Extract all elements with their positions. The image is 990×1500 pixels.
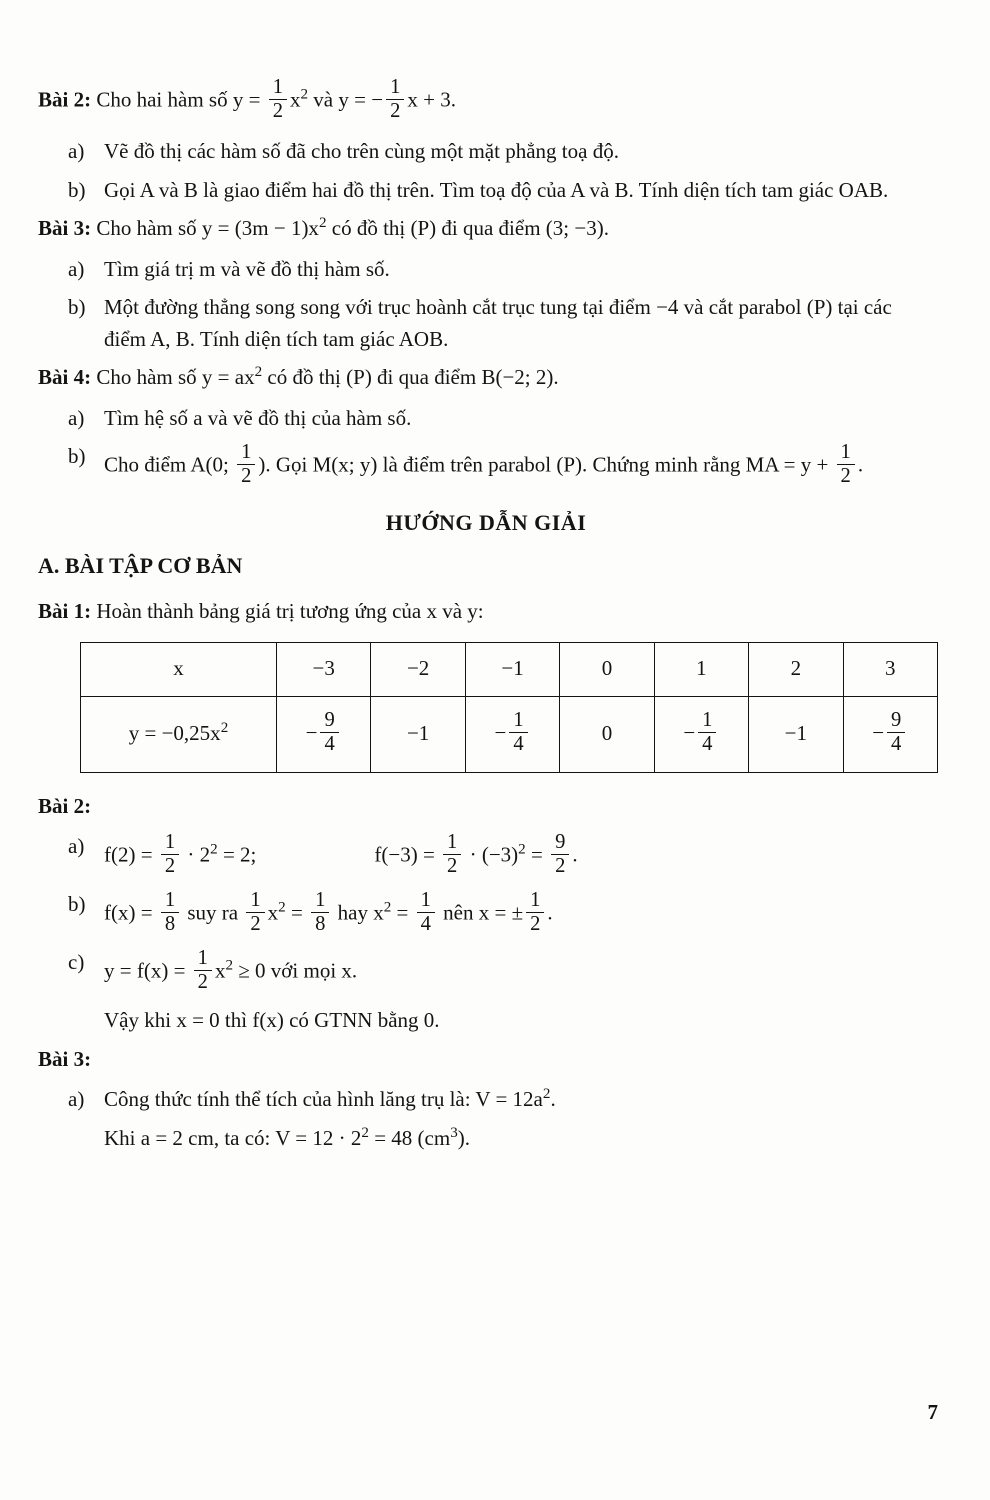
item-text: f(x) = $\frac{1}{8}$ suy ra $\frac{1}{2}$ $x^2$ = $\frac{1}{8}$ hay $x^2$ = $\frac{1}{4}$ nên x = ± $\frac{1}{2}$ . xyxy=(104,889,553,936)
problem-bai3-item-a xyxy=(68,254,934,286)
item-marker: b) xyxy=(68,444,86,469)
table-cell: −1 xyxy=(371,696,465,772)
fraction: $\frac{1}{2}$ xyxy=(386,76,404,123)
item-marker: a) xyxy=(68,834,85,859)
item-text: Cho điểm A(0; $\frac{1}{2}$ ). Gọi M(x; y) là điểm trên parabol (P). Chứng minh rằng MA = y + $\frac{1}{2}$ . xyxy=(104,441,864,488)
table-cell: 0 xyxy=(560,696,654,772)
fraction: $\frac{1}{2}$ xyxy=(237,441,255,488)
solution-bai3-line2: Khi a = 2 cm, ta có: $V = 12 \cdot 2^2 = 48$ $(cm^3)$. xyxy=(104,1124,470,1150)
fraction: $\frac{1}{4}$ xyxy=(509,709,527,756)
table-cell: −1 xyxy=(465,642,559,696)
value-table-body xyxy=(81,642,938,772)
item-marker: b) xyxy=(68,892,86,917)
item-text: f(2) = $\frac{1}{2}$ · $2^2 = 2$; f(−3) = $\frac{1}{2}$ · $(-3)^2$ = $\frac{9}{2}$ . xyxy=(104,831,578,878)
solution-bai2-item-c xyxy=(68,947,934,998)
fraction: $\frac{1}{2}$ xyxy=(443,831,461,878)
item-marker: a) xyxy=(68,256,85,281)
fraction: $\frac{1}{8}$ xyxy=(161,889,179,936)
fraction: $\frac{1}{2}$ xyxy=(269,76,287,123)
fraction: $\frac{1}{2}$ xyxy=(161,831,179,878)
table-row xyxy=(81,696,938,772)
table-cell: − $\frac{9}{4}$ xyxy=(277,696,371,772)
item-text: Một đường thẳng song song với trục hoành cắt trục tung tại điểm −4 và cắt parabol (P) tại các điểm A, B. Tính diện tích tam giác AOB. xyxy=(104,295,892,351)
fraction: $\frac{1}{4}$ xyxy=(698,709,716,756)
fraction: $\frac{9}{2}$ xyxy=(551,831,569,878)
solution-bai2-note: Vậy khi x = 0 thì f(x) có GTNN bằng 0. xyxy=(104,1008,440,1033)
item-marker: a) xyxy=(68,139,85,164)
fraction: $\frac{1}{4}$ xyxy=(417,889,435,936)
table-row xyxy=(81,642,938,696)
item-text: Công thức tính thể tích của hình lăng trụ là: $V = 12a^2$. xyxy=(104,1086,556,1112)
item-marker: c) xyxy=(68,950,85,975)
table-cell: −2 xyxy=(371,642,465,696)
item-marker: b) xyxy=(68,177,86,202)
table-cell: 3 xyxy=(843,642,937,696)
item-text: Vẽ đồ thị các hàm số đã cho trên cùng một mặt phẳng toạ độ. xyxy=(104,139,619,164)
page-number: 7 xyxy=(927,1399,938,1424)
table-cell: 0 xyxy=(560,642,654,696)
table-cell: − $\frac{1}{4}$ xyxy=(465,696,559,772)
table-cell: x xyxy=(81,642,277,696)
solution-bai2-item-b xyxy=(68,889,934,940)
item-marker: a) xyxy=(68,405,85,430)
table-cell: −1 xyxy=(749,696,843,772)
solution-heading: HƯỚNG DẪN GIẢI xyxy=(385,510,587,536)
problem-bai4-item-a xyxy=(68,403,934,435)
item-text: Tìm giá trị m và vẽ đồ thị hàm số. xyxy=(104,256,390,281)
problem-bai2-item-a xyxy=(68,136,934,168)
item-marker: a) xyxy=(68,1087,85,1112)
solution-bai1-intro: Bài 1: Hoàn thành bảng giá trị tương ứng của x và y: xyxy=(38,599,484,624)
solution-bai3-label: Bài 3: xyxy=(38,1046,92,1071)
problem-bai3-intro: Bài 3: Cho hàm số $y = (3m - 1)x^2$ có đồ thị (P) đi qua điểm (3; −3). xyxy=(38,215,609,241)
fraction: $\frac{1}{8}$ xyxy=(311,889,329,936)
table-cell: − $\frac{9}{4}$ xyxy=(843,696,937,772)
value-table xyxy=(80,642,938,773)
problem-bai2-intro: Bài 2: Cho hai hàm số y = $\frac{1}{2}$ $x^2$ và y = − $\frac{1}{2}$ x + 3. xyxy=(38,76,456,123)
table-cell: 2 xyxy=(749,642,843,696)
table-cell: 1 xyxy=(654,642,748,696)
solution-bai2-label: Bài 2: xyxy=(38,793,92,818)
table-cell: $y = -0,25x^2$ xyxy=(81,696,277,772)
section-a-heading: A. BÀI TẬP CƠ BẢN xyxy=(38,553,243,579)
item-marker: b) xyxy=(68,295,86,320)
table-cell: − $\frac{1}{4}$ xyxy=(654,696,748,772)
fraction: $\frac{9}{4}$ xyxy=(887,709,905,756)
problem-bai4-item-b xyxy=(68,441,934,492)
table-cell: −3 xyxy=(277,642,371,696)
item-text: y = f(x) = $\frac{1}{2}$ $x^2 \ge 0$ với mọi x. xyxy=(104,947,358,994)
fraction: $\frac{1}{2}$ xyxy=(194,947,212,994)
item-text: Tìm hệ số a và vẽ đồ thị của hàm số. xyxy=(104,405,412,430)
fraction: $\frac{1}{2}$ xyxy=(246,889,264,936)
fraction: $\frac{1}{2}$ xyxy=(526,889,544,936)
fraction: $\frac{1}{2}$ xyxy=(837,441,855,488)
solution-bai3-item-a xyxy=(68,1084,934,1116)
fraction: $\frac{9}{4}$ xyxy=(320,709,338,756)
problem-bai3-item-b xyxy=(68,292,934,355)
solution-bai2-item-a xyxy=(68,831,934,882)
problem-bai4-intro: Bài 4: Cho hàm số $y = ax^2$ có đồ thị (P) đi qua điểm B(−2; 2). xyxy=(38,364,559,390)
problem-bai2-item-b xyxy=(68,175,934,207)
item-text: Gọi A và B là giao điểm hai đồ thị trên. Tìm toạ độ của A và B. Tính diện tích tam giác OAB. xyxy=(104,177,889,202)
